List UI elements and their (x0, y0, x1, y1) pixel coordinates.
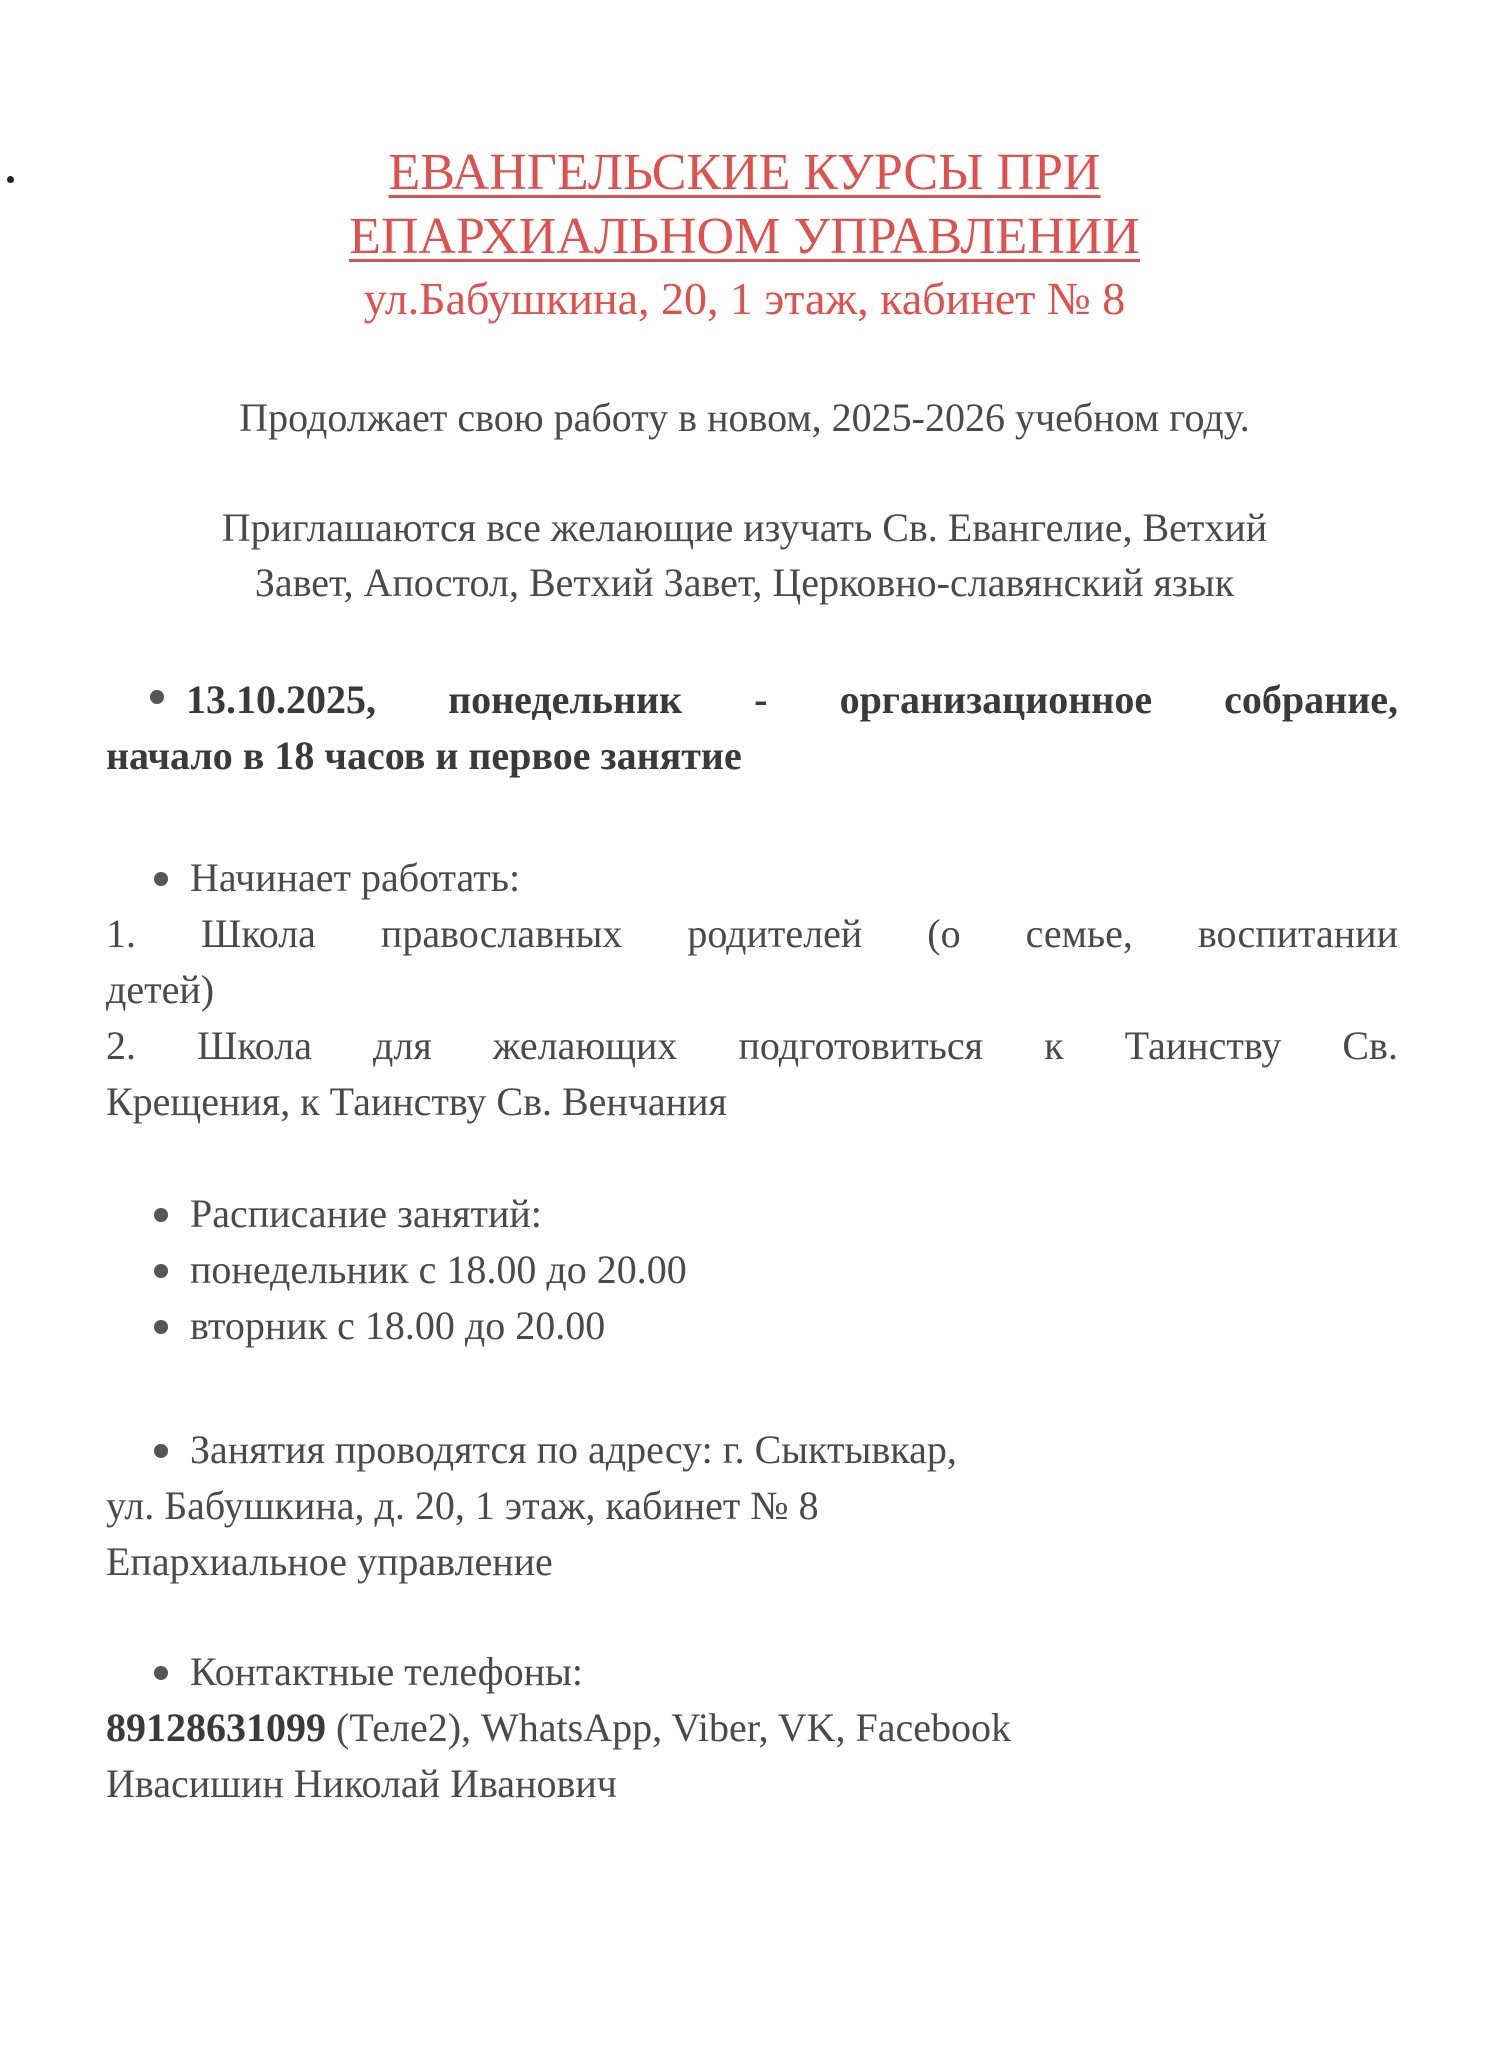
bullet-icon (154, 1208, 168, 1222)
meeting-line-2: начало в 18 часов и первое занятие (106, 733, 742, 778)
contact-phone[interactable]: 89128631099 (106, 1705, 326, 1750)
location-line-3: Епархиальное управление (106, 1539, 553, 1584)
intro-invite-line-2: Завет, Апостол, Ветхий Завет, Церковно-славянский язык (254, 560, 1235, 605)
contacts-heading: Контактные телефоны: (190, 1649, 583, 1694)
meeting-announcement (106, 672, 1398, 784)
bullet-icon (150, 690, 164, 704)
word: родителей (687, 911, 863, 956)
bullet-icon (154, 1444, 168, 1458)
word: подготовиться (738, 1023, 984, 1068)
bullet-icon (154, 1320, 168, 1334)
starts-section (106, 850, 1398, 1130)
schedule-item: вторник с 18.00 до 20.00 (106, 1298, 1398, 1354)
starts-item-2-line-1 (106, 1018, 1398, 1074)
word: православных (380, 911, 623, 956)
word: желающих (492, 1023, 678, 1068)
word: (о (927, 911, 961, 956)
title-line-1: ЕВАНГЕЛЬСКИЕ КУРСЫ ПРИ (388, 144, 1101, 201)
word: к (1044, 1023, 1064, 1068)
contact-channels: (Теле2), WhatsApp, Viber, VK, Facebook (326, 1705, 1011, 1750)
starts-item-1-line-1 (106, 906, 1398, 962)
title-address: ул.Бабушкина, 20, 1 этаж, кабинет № 8 (363, 273, 1126, 324)
bullet-icon (154, 1666, 168, 1680)
starts-heading: Начинает работать: (190, 855, 521, 900)
intro-continues: Продолжает свою работу в новом, 2025-2026 учебном году. (239, 395, 1250, 440)
contacts-section (106, 1644, 1398, 1812)
schedule-item: понедельник с 18.00 до 20.00 (106, 1242, 1398, 1298)
word: для (373, 1023, 432, 1068)
location-line-2: ул. Бабушкина, д. 20, 1 этаж, кабинет № 8 (106, 1483, 819, 1528)
word: Св. (1342, 1023, 1398, 1068)
intro-invite-line-1: Приглашаются все желающие изучать Св. Евангелие, Ветхий (221, 505, 1268, 550)
word: Школа (197, 1023, 312, 1068)
meeting-line-1: 13.10.2025, понедельник - организационное собрание, (106, 672, 1398, 728)
word: Школа (200, 911, 316, 956)
bullet-icon (154, 1264, 168, 1278)
word: семье, (1025, 911, 1133, 956)
word: 1. (106, 911, 136, 956)
word: воспитании (1197, 911, 1398, 956)
location-line-1: Занятия проводятся по адресу: г. Сыктывкар, (190, 1427, 957, 1472)
location-section (106, 1422, 1398, 1590)
schedule-heading: Расписание занятий: (190, 1191, 542, 1236)
starts-item-1-line-2: детей) (106, 967, 215, 1012)
word: 2. (106, 1023, 136, 1068)
word: Таинству (1124, 1023, 1282, 1068)
starts-item-2-line-2: Крещения, к Таинству Св. Венчания (106, 1079, 727, 1124)
contact-person: Ивасишин Николай Иванович (106, 1761, 617, 1806)
schedule-section (106, 1186, 1398, 1354)
title-line-2: ЕПАРХИАЛЬНОМ УПРАВЛЕНИИ (349, 208, 1140, 265)
bullet-icon (154, 872, 168, 886)
